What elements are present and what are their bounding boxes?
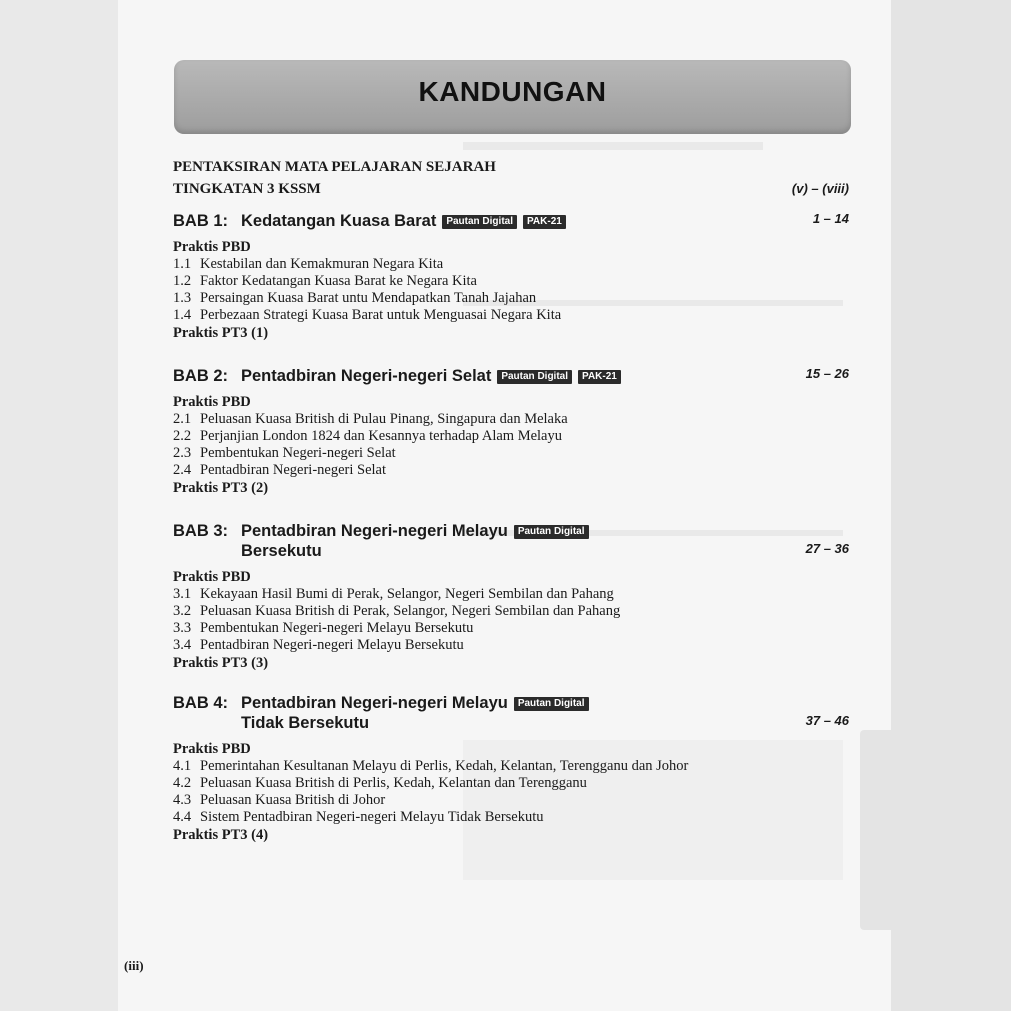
topic-item bbox=[173, 256, 849, 273]
practice-pt3: Praktis PT3 (4) bbox=[173, 827, 269, 843]
chapter-1 bbox=[173, 211, 849, 342]
topic-number: 4.4 bbox=[173, 809, 192, 825]
section-title: Praktis PBD bbox=[173, 569, 251, 585]
topic-text: Peluasan Kuasa British di Perlis, Kedah, Kelantan dan Terengganu bbox=[200, 775, 587, 791]
topic-text: Pembentukan Negeri-negeri Melayu Bersekutu bbox=[200, 620, 474, 636]
page-number: (iii) bbox=[124, 958, 144, 973]
topic-item bbox=[173, 307, 849, 324]
topic-item bbox=[173, 586, 849, 603]
topic-text: Pemerintahan Kesultanan Melayu di Perlis, Kedah, Kelantan, Terengganu dan Johor bbox=[200, 758, 689, 774]
topic-number: 4.3 bbox=[173, 792, 192, 808]
chapter-pages: 15 – 26 bbox=[805, 366, 849, 381]
intro-pages: (v) – (viii) bbox=[791, 181, 849, 196]
section-title: Praktis PBD bbox=[173, 394, 251, 410]
topic-item bbox=[173, 809, 849, 826]
chapter-title: Pentadbiran Negeri-negeri Selat bbox=[241, 367, 492, 385]
chapter-heading bbox=[173, 211, 849, 231]
topic-number: 1.2 bbox=[173, 273, 192, 289]
topic-number: 4.1 bbox=[173, 758, 192, 774]
topic-number: 3.1 bbox=[173, 586, 192, 602]
chapter-title-continued: Bersekutu bbox=[241, 542, 322, 560]
topic-text: Peluasan Kuasa British di Pulau Pinang, Singapura dan Melaka bbox=[200, 411, 568, 427]
topic-text: Sistem Pentadbiran Negeri-negeri Melayu Tidak Bersekutu bbox=[200, 809, 544, 825]
topic-item bbox=[173, 462, 849, 479]
intro-line-2: TINGKATAN 3 KSSM bbox=[173, 181, 321, 197]
pak21-badge: PAK-21 bbox=[523, 215, 566, 229]
topic-text: Perbezaan Strategi Kuasa Barat untuk Menguasai Negara Kita bbox=[200, 307, 562, 323]
bleed-through-tab bbox=[860, 730, 891, 930]
topic-number: 2.4 bbox=[173, 462, 192, 478]
topic-number: 3.4 bbox=[173, 637, 192, 653]
topic-item bbox=[173, 603, 849, 620]
chapter-heading bbox=[173, 366, 849, 386]
topic-number: 1.3 bbox=[173, 290, 192, 306]
bleed-through-mark bbox=[463, 142, 763, 150]
topic-text: Kekayaan Hasil Bumi di Perak, Selangor, Negeri Sembilan dan Pahang bbox=[200, 586, 614, 602]
chapter-2 bbox=[173, 366, 849, 497]
chapter-number: BAB 4: bbox=[173, 694, 229, 712]
background-margin bbox=[891, 0, 1011, 1011]
topic-item bbox=[173, 758, 849, 775]
section-title: Praktis PBD bbox=[173, 741, 251, 757]
chapter-heading bbox=[173, 693, 849, 733]
topic-text: Peluasan Kuasa British di Perak, Selangor, Negeri Sembilan dan Pahang bbox=[200, 603, 621, 619]
chapter-title: Kedatangan Kuasa Barat bbox=[241, 212, 437, 230]
chapter-number: BAB 1: bbox=[173, 212, 229, 230]
topic-number: 2.1 bbox=[173, 411, 192, 427]
contents-page bbox=[118, 0, 891, 1011]
digital-link-badge: Pautan Digital bbox=[514, 697, 589, 711]
digital-link-badge: Pautan Digital bbox=[442, 215, 517, 229]
page-title: KANDUNGAN bbox=[418, 76, 607, 107]
practice-pt3: Praktis PT3 (1) bbox=[173, 325, 269, 341]
practice-pt3: Praktis PT3 (3) bbox=[173, 655, 269, 671]
topic-number: 2.2 bbox=[173, 428, 192, 444]
digital-link-badge: Pautan Digital bbox=[514, 525, 589, 539]
chapter-pages: 37 – 46 bbox=[805, 713, 849, 728]
chapter-pages: 1 – 14 bbox=[812, 211, 849, 226]
topic-item bbox=[173, 445, 849, 462]
topic-item bbox=[173, 637, 849, 654]
topic-text: Pentadbiran Negeri-negeri Melayu Bersekutu bbox=[200, 637, 464, 653]
topic-item bbox=[173, 775, 849, 792]
topic-number: 1.1 bbox=[173, 256, 192, 272]
title-banner bbox=[174, 60, 851, 134]
intro-entry bbox=[173, 156, 849, 200]
topic-text: Kestabilan dan Kemakmuran Negara Kita bbox=[200, 256, 444, 272]
topic-item bbox=[173, 411, 849, 428]
topic-text: Faktor Kedatangan Kuasa Barat ke Negara Kita bbox=[200, 273, 477, 289]
section-title: Praktis PBD bbox=[173, 239, 251, 255]
chapter-3 bbox=[173, 521, 849, 672]
topic-item bbox=[173, 290, 849, 307]
pak21-badge: PAK-21 bbox=[578, 370, 621, 384]
topic-text: Persaingan Kuasa Barat untu Mendapatkan Tanah Jajahan bbox=[200, 290, 537, 306]
chapter-4 bbox=[173, 693, 849, 844]
topic-text: Perjanjian London 1824 dan Kesannya terhadap Alam Melayu bbox=[200, 428, 562, 444]
digital-link-badge: Pautan Digital bbox=[497, 370, 572, 384]
topic-item bbox=[173, 428, 849, 445]
chapter-title: Pentadbiran Negeri-negeri Melayu bbox=[241, 694, 508, 712]
topic-item bbox=[173, 792, 849, 809]
topic-text: Pembentukan Negeri-negeri Selat bbox=[200, 445, 396, 461]
topic-item bbox=[173, 273, 849, 290]
topic-number: 2.3 bbox=[173, 445, 192, 461]
topic-number: 3.3 bbox=[173, 620, 192, 636]
chapter-heading bbox=[173, 521, 849, 561]
topic-number: 4.2 bbox=[173, 775, 192, 791]
topic-number: 3.2 bbox=[173, 603, 192, 619]
chapter-pages: 27 – 36 bbox=[805, 541, 849, 556]
topic-text: Pentadbiran Negeri-negeri Selat bbox=[200, 462, 387, 478]
intro-line-1: PENTAKSIRAN MATA PELAJARAN SEJARAH bbox=[173, 159, 496, 175]
chapter-number: BAB 2: bbox=[173, 367, 229, 385]
chapter-number: BAB 3: bbox=[173, 522, 229, 540]
topic-item bbox=[173, 620, 849, 637]
chapter-title-continued: Tidak Bersekutu bbox=[241, 714, 370, 732]
chapter-title: Pentadbiran Negeri-negeri Melayu bbox=[241, 522, 508, 540]
topic-number: 1.4 bbox=[173, 307, 192, 323]
practice-pt3: Praktis PT3 (2) bbox=[173, 480, 269, 496]
topic-text: Peluasan Kuasa British di Johor bbox=[200, 792, 386, 808]
